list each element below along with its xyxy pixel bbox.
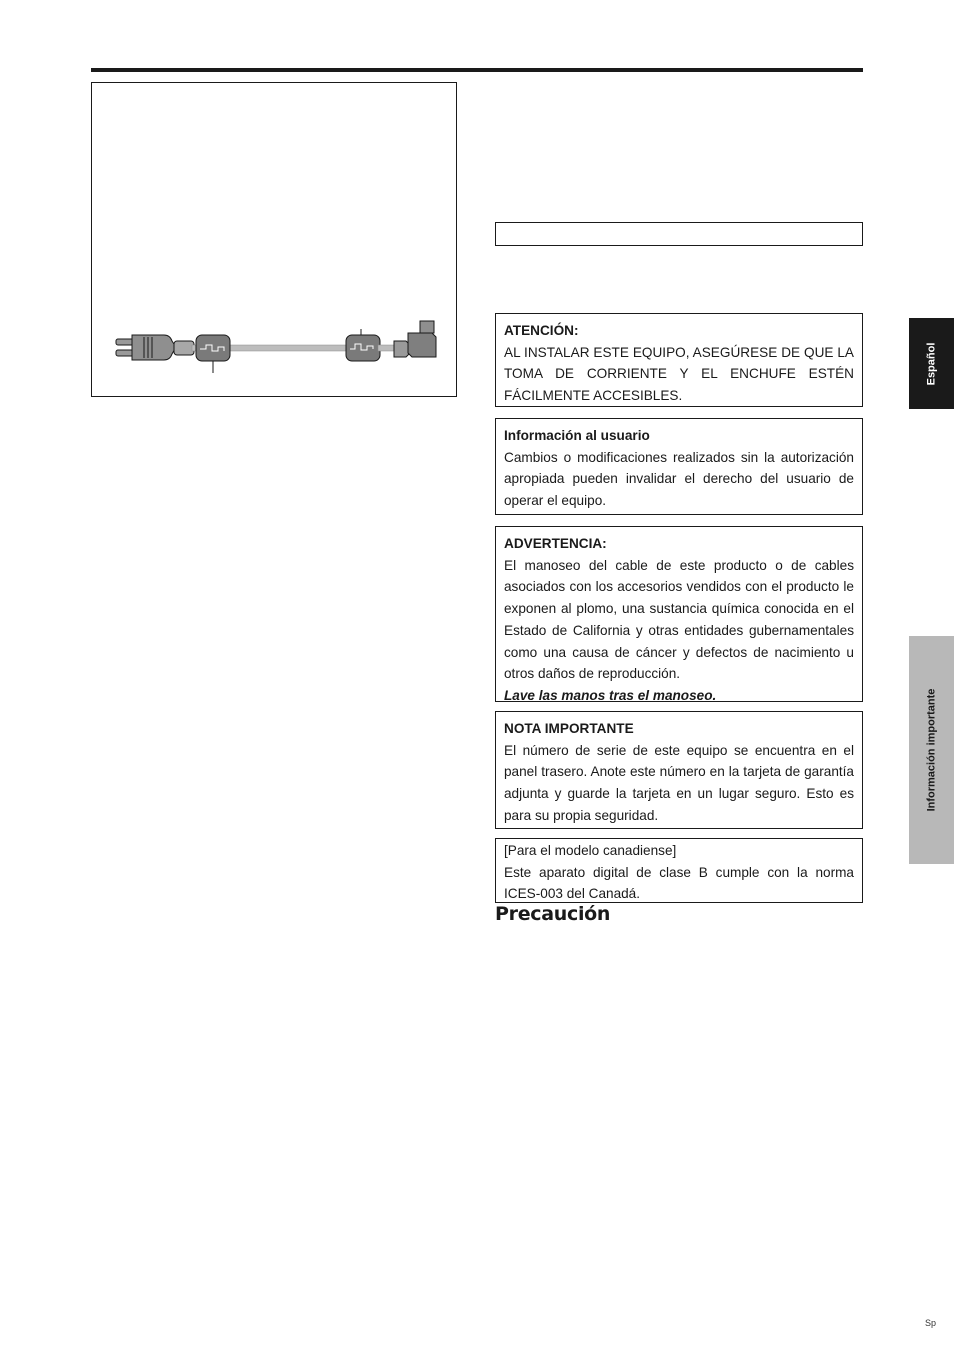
canada-model-label: [Para el modelo canadiense] (504, 843, 677, 858)
top-rule (91, 68, 863, 72)
section-tab-label: Información importante (925, 688, 938, 812)
advertencia-notice (495, 526, 863, 702)
language-tab-label: Español (925, 342, 938, 385)
canada-notice (495, 838, 863, 903)
section-tab (909, 636, 954, 864)
advertencia-emphasis: Lave las manos tras el manoseo. (504, 687, 717, 703)
info-usuario-body: Cambios o modificaciones realizados sin la autorización apropiada pueden invalidar el derecho del usuario de operar el equipo. (504, 449, 854, 509)
language-tab (909, 318, 954, 409)
canada-compliance-text: Este aparato digital de clase B cumple con la norma ICES-003 del Canadá. (504, 864, 854, 902)
nota-importante-body: El número de serie de este equipo se encuentra en el panel trasero. Anote este número en la tarjeta de garantía adjunta y guarde la tarjeta en un lugar seguro. Esto es para su propia seguridad. (504, 742, 854, 823)
nota-importante-notice (495, 711, 863, 829)
precaucion-heading: Precaución (495, 903, 611, 925)
info-usuario-notice (495, 418, 863, 515)
page-language-code: Sp (925, 1318, 937, 1328)
info-usuario-title: Información al usuario (504, 428, 650, 443)
power-cord-with-ferrite-cores-icon (92, 83, 458, 398)
atencion-body: AL INSTALAR ESTE EQUIPO, ASEGÚRESE DE QUE LA TOMA DE CORRIENTE Y EL ENCHUFE ESTÉN FÁCILMENTE ACCESIBLES. (504, 344, 854, 404)
power-cord-figure (91, 82, 457, 397)
empty-caption-box (495, 222, 863, 246)
advertencia-body: El manoseo del cable de este producto o de cables asociados con los accesorios vendidos con el producto le exponen al plomo, una sustancia química conocida en el Estado de California y otras entidades gubernamentales como una causa de cáncer y defectos de nacimiento u otros daños de reproducción. (504, 557, 854, 682)
nota-importante-title: NOTA IMPORTANTE (504, 721, 634, 736)
atencion-notice (495, 313, 863, 407)
advertencia-title: ADVERTENCIA: (504, 536, 607, 551)
atencion-title: ATENCIÓN: (504, 323, 579, 338)
